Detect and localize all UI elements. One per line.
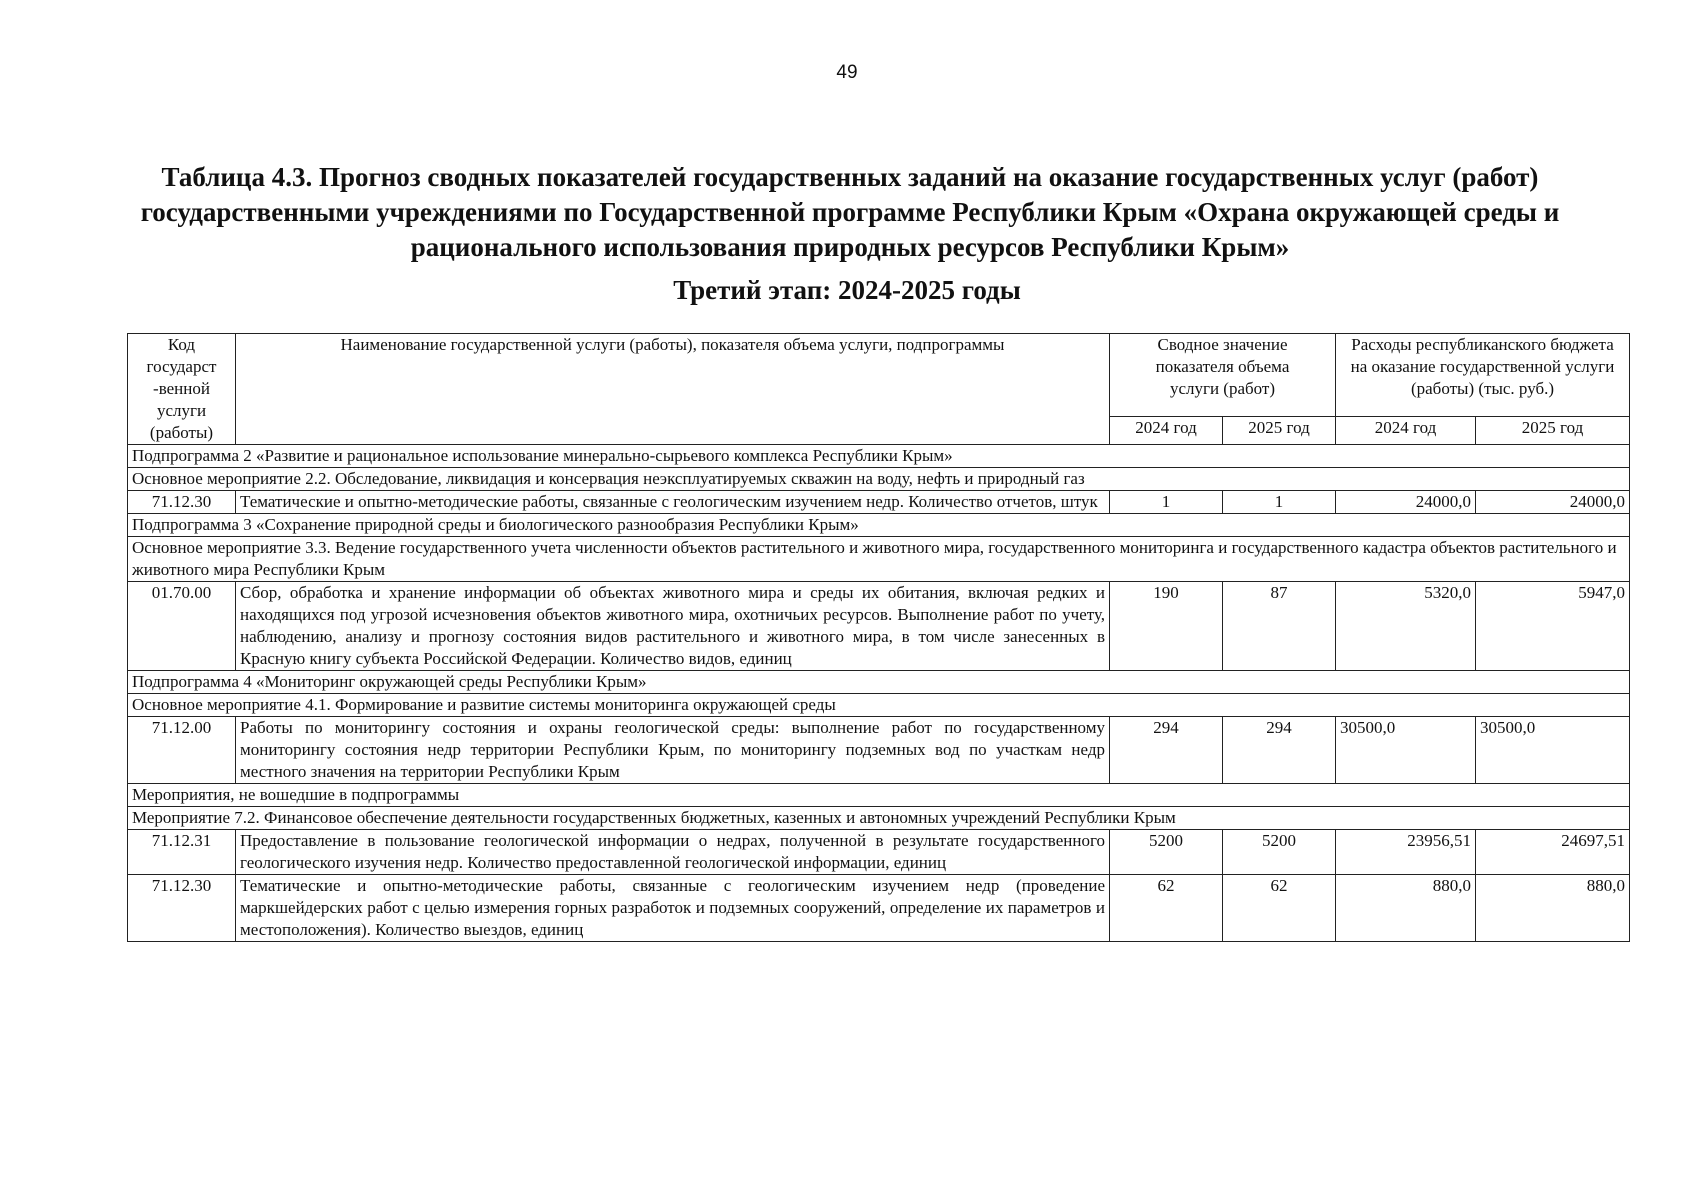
table-row <box>128 491 1630 514</box>
row-expenses-2025: 24697,51 <box>1476 830 1630 875</box>
section-row <box>128 784 1630 807</box>
measure-2-2: Основное мероприятие 2.2. Обследование, ликвидация и консервация неэксплуатируемых скважин на воду, нефть и природный газ <box>128 468 1630 491</box>
forecast-table <box>127 333 1630 942</box>
header-expenses-2024: 2024 год <box>1336 416 1476 444</box>
row-volume-2024: 5200 <box>1110 830 1223 875</box>
section-row <box>128 807 1630 830</box>
row-name: Предоставление в пользование геологической информации о недрах, полученной в результате государственного геологического изучения недр. Количество предоставленной геологической информации, единиц <box>236 830 1110 875</box>
subprogram-3: Подпрограмма 3 «Сохранение природной среды и биологического разнообразия Республики Крым» <box>128 514 1630 537</box>
row-expenses-2025: 30500,0 <box>1476 717 1630 784</box>
row-expenses-2024: 30500,0 <box>1336 717 1476 784</box>
subprogram-4: Подпрограмма 4 «Мониторинг окружающей среды Республики Крым» <box>128 671 1630 694</box>
row-expenses-2024: 5320,0 <box>1336 582 1476 671</box>
measures-outside-subprograms: Мероприятия, не вошедшие в подпрограммы <box>128 784 1630 807</box>
row-volume-2025: 5200 <box>1223 830 1336 875</box>
header-name: Наименование государственной услуги (работы), показателя объема услуги, подпрограммы <box>236 334 1110 445</box>
row-volume-2024: 1 <box>1110 491 1223 514</box>
table-row <box>128 830 1630 875</box>
row-volume-2024: 294 <box>1110 717 1223 784</box>
header-expenses-2025: 2025 год <box>1476 416 1630 444</box>
header-row <box>128 334 1630 417</box>
row-name: Сбор, обработка и хранение информации об объектах животного мира и среды их обитания, включая редких и находящихся под угрозой исчезновения объектов животного мира, охотничьих ресурсов. Выполнение работ по учету, наблюдению, анализу и прогнозу состояния видов растительного и животного мира, в том числе занесенных в Красную книгу субъекта Российской Федерации. Количество видов, единиц <box>236 582 1110 671</box>
measure-7-2: Мероприятие 7.2. Финансовое обеспечение деятельности государственных бюджетных, казенных и автономных учреждений Республики Крым <box>128 807 1630 830</box>
row-volume-2025: 62 <box>1223 875 1336 942</box>
row-name: Работы по мониторингу состояния и охраны геологической среды: выполнение работ по государственному мониторингу состояния недр территории Республики Крым, по мониторингу подземных вод по участкам недр местного значения на территории Республики Крым <box>236 717 1110 784</box>
row-code: 71.12.31 <box>128 830 236 875</box>
row-expenses-2025: 24000,0 <box>1476 491 1630 514</box>
row-volume-2025: 294 <box>1223 717 1336 784</box>
row-code: 01.70.00 <box>128 582 236 671</box>
section-row <box>128 468 1630 491</box>
row-volume-2025: 87 <box>1223 582 1336 671</box>
row-name: Тематические и опытно-методические работы, связанные с геологическим изучением недр (проведение маркшейдерских работ с целью измерения горных разработок и подземных сооружений, определение их параметров и местоположения). Количество выездов, единиц <box>236 875 1110 942</box>
header-volume-2024: 2024 год <box>1110 416 1223 444</box>
row-expenses-2024: 24000,0 <box>1336 491 1476 514</box>
header-volume-2025: 2025 год <box>1223 416 1336 444</box>
section-row <box>128 694 1630 717</box>
header-code: Код государст -венной услуги (работы) <box>128 334 236 445</box>
table-subtitle: Третий этап: 2024-2025 годы <box>673 275 1021 305</box>
measure-3-3: Основное мероприятие 3.3. Ведение государственного учета численности объектов растительного и животного мира, государственного мониторинга и государственного кадастра объектов растительного и животного мира Республики Крым <box>128 537 1630 582</box>
table-row <box>128 717 1630 784</box>
section-row <box>128 445 1630 468</box>
header-expenses: Расходы республиканского бюджета на оказание государственной услуги (работы) (тыс. руб.) <box>1336 334 1630 417</box>
row-expenses-2025: 5947,0 <box>1476 582 1630 671</box>
row-expenses-2024: 23956,51 <box>1336 830 1476 875</box>
row-volume-2024: 190 <box>1110 582 1223 671</box>
header-volume: Сводное значение показателя объема услуги (работ) <box>1110 334 1336 417</box>
row-name: Тематические и опытно-методические работы, связанные с геологическим изучением недр. Количество отчетов, штук <box>236 491 1110 514</box>
row-code: 71.12.30 <box>128 875 236 942</box>
row-expenses-2024: 880,0 <box>1336 875 1476 942</box>
section-row <box>128 671 1630 694</box>
subprogram-2: Подпрограмма 2 «Развитие и рациональное использование минерально-сырьевого комплекса Республики Крым» <box>128 445 1630 468</box>
table-row <box>128 582 1630 671</box>
row-code: 71.12.00 <box>128 717 236 784</box>
section-row <box>128 514 1630 537</box>
row-volume-2025: 1 <box>1223 491 1336 514</box>
page-number: 49 <box>836 62 858 83</box>
table-title: Таблица 4.3. Прогноз сводных показателей государственных заданий на оказание государственных услуг (работ) государственными учреждениями по Государственной программе Республики Крым «Охрана окружающей среды и рационального использования природных ресурсов Республики Крым» <box>140 162 1560 262</box>
row-code: 71.12.30 <box>128 491 236 514</box>
section-row <box>128 537 1630 582</box>
row-volume-2024: 62 <box>1110 875 1223 942</box>
measure-4-1: Основное мероприятие 4.1. Формирование и развитие системы мониторинга окружающей среды <box>128 694 1630 717</box>
row-expenses-2025: 880,0 <box>1476 875 1630 942</box>
table-row <box>128 875 1630 942</box>
